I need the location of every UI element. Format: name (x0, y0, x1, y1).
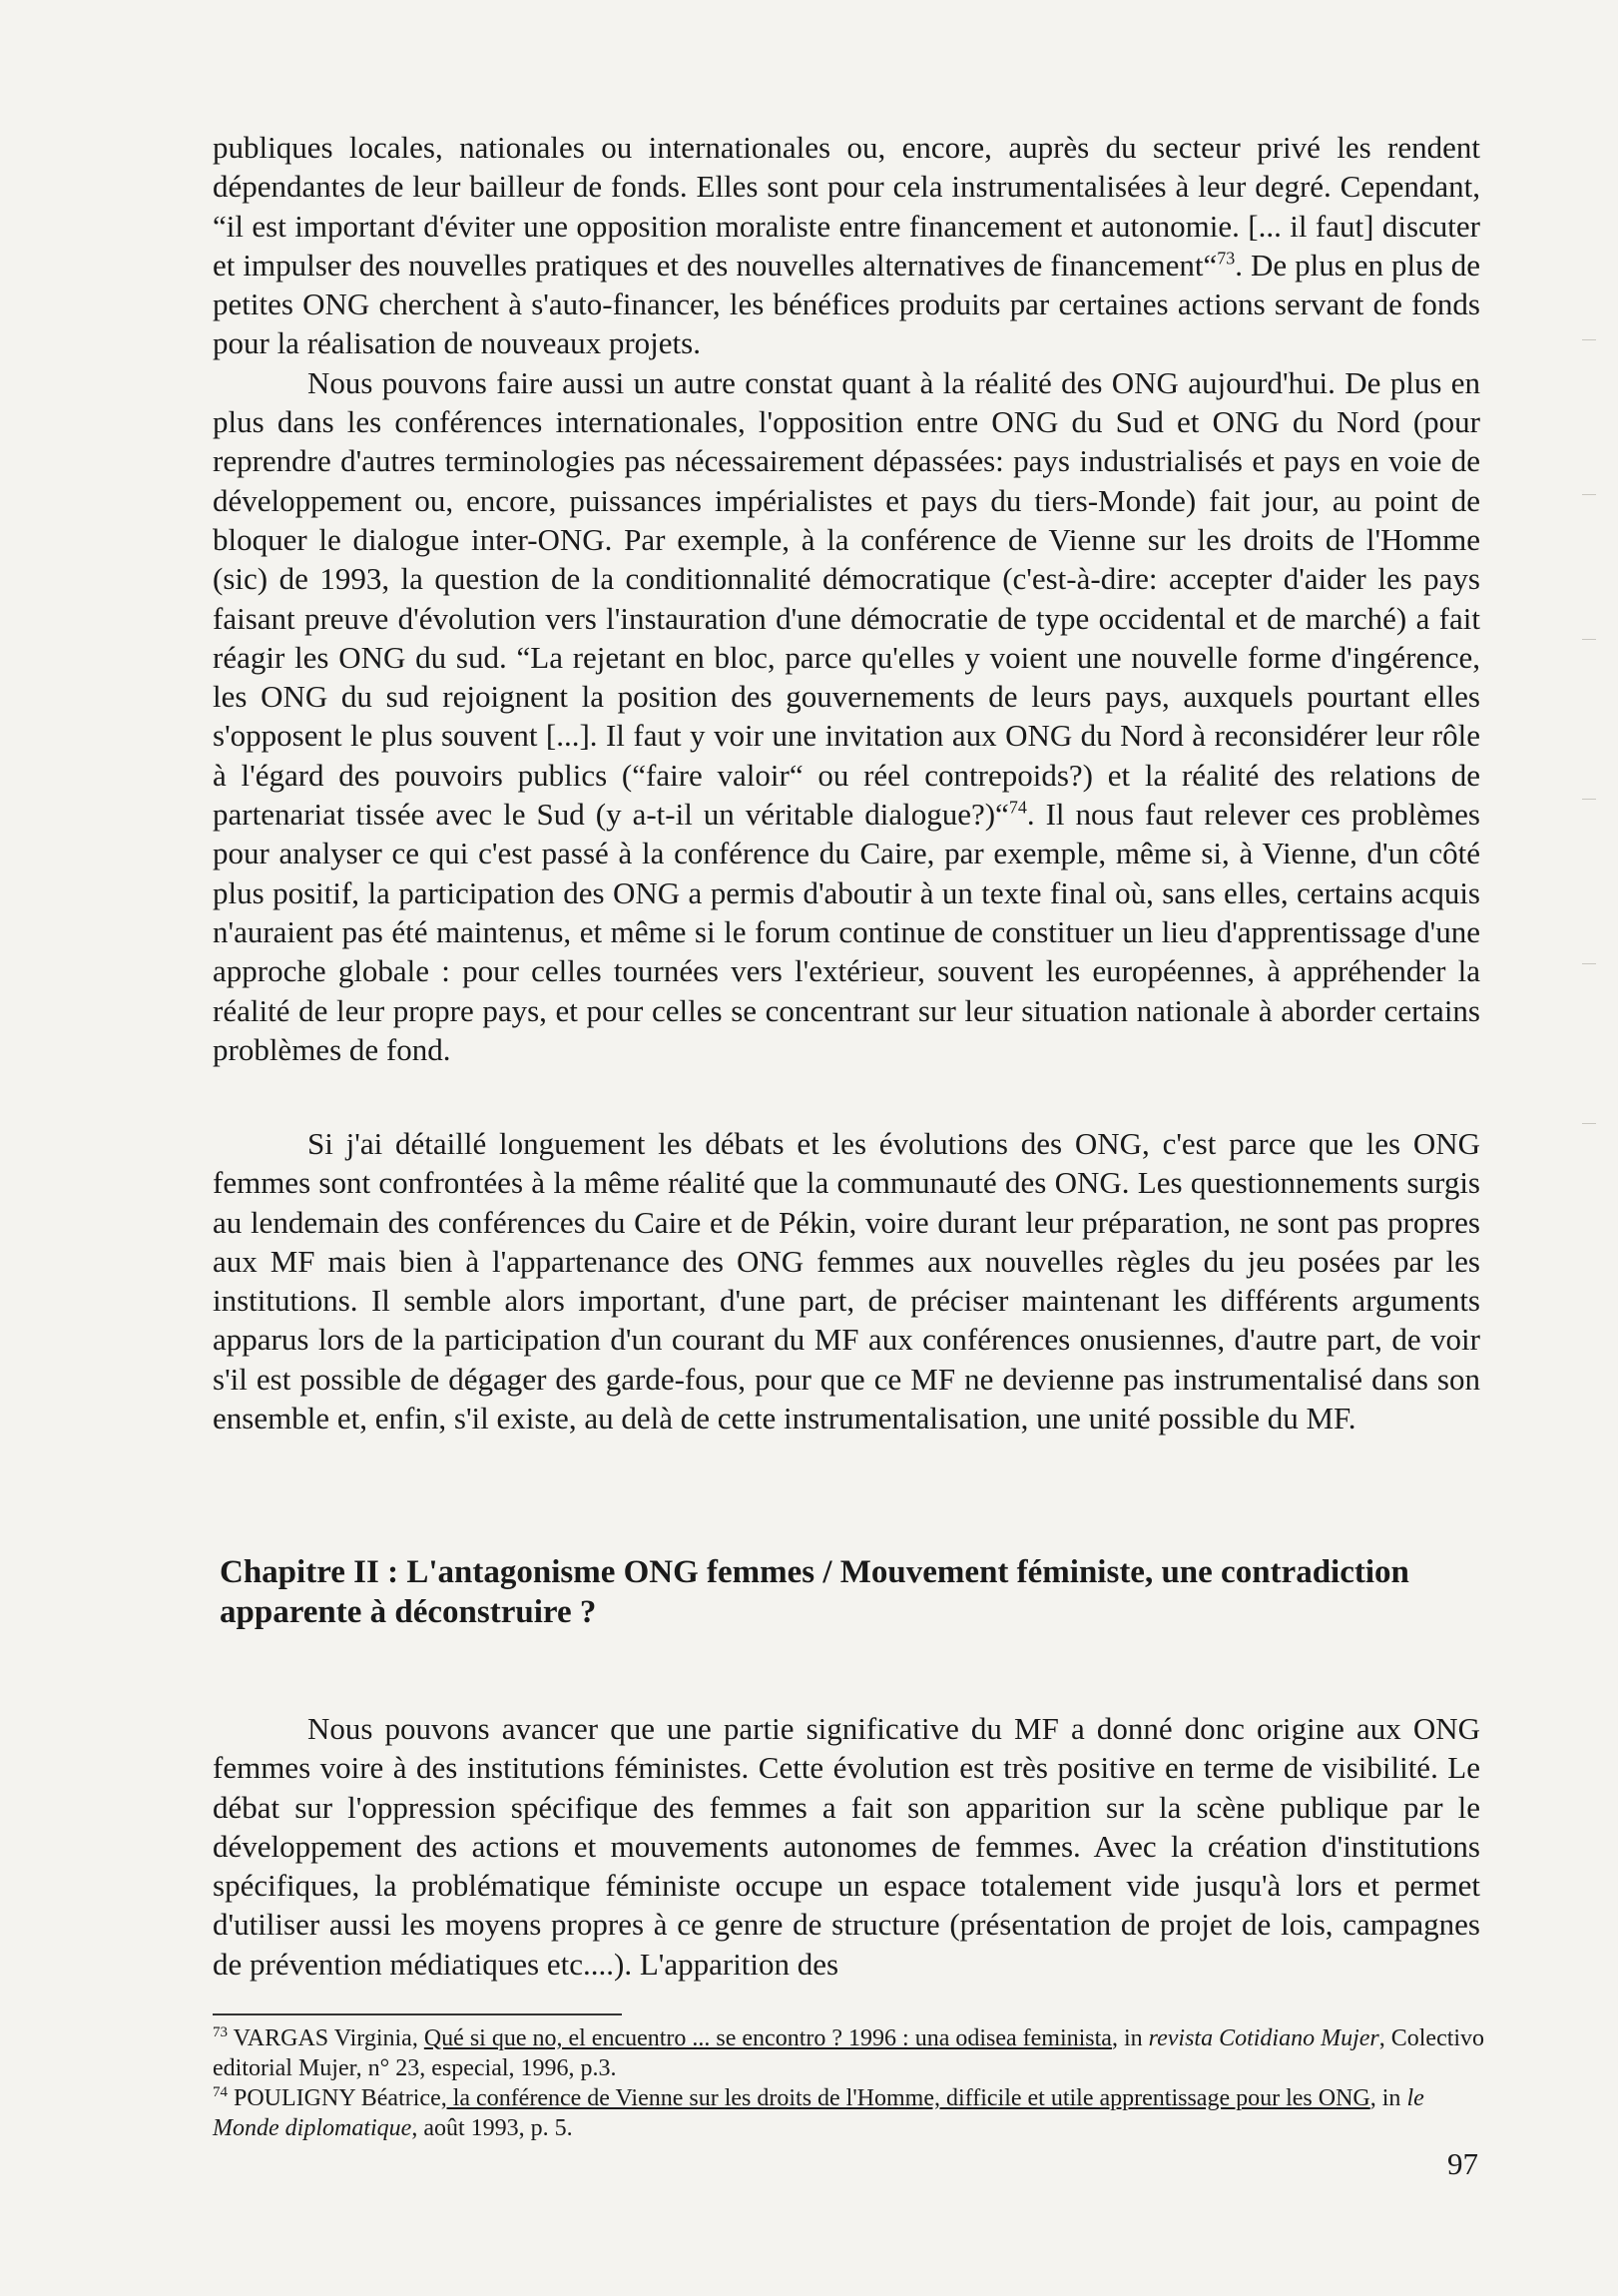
margin-tick (1582, 639, 1596, 640)
body-text-bottom (213, 1709, 1480, 1984)
body-text-middle (213, 1124, 1480, 1437)
paragraph-4: Nous pouvons avancer que une partie significative du MF a donné donc origine aux ONG femmes voire à des institutions féministes. Cette évolution est très positive en terme de visibilité. Le débat sur l'oppression spécifique des femmes a fait son apparition sur la scène publique par le développement des actions et mouvements autonomes de femmes. Avec la création d'institutions spécifiques, la problématique féministe occupe un espace totalement vide jusqu'à lors et permet d'utiliser aussi les moyens propres à ce genre de structure (présentation de projet de lois, campagnes de prévention médiatiques etc....). L'apparition des (213, 1711, 1480, 1982)
footnote-ref-73[interactable]: 73 (1217, 248, 1236, 269)
footnote-73: $^{73}$ VARGAS Virginia, Qué si que no, el encuentro ... se encontro ? 1996 : una odisea feminista, in revista Cotidiano Mujer, Colectivo editorial Mujer, n° 23, especial, 1996, p.3. (213, 2024, 1485, 2081)
paragraph-1: publiques locales, nationales ou internationales ou, encore, auprès du secteur privé les rendent dépendantes de leur bailleur de fonds. Elles sont pour cela instrumentalisées à leur degré. Cependant, “il est important d'éviter une opposition moraliste entre financement et autonomie. [... il faut] discuter et impulser des nouvelles pratiques et des nouvelles alternatives de financement“$^{73}$. De plus en plus de petites ONG cherchent à s'auto-financer, les bénéfices produits par certaines actions servant de fonds pour la réalisation de nouveaux projets. (213, 130, 1480, 361)
paragraph-3: Si j'ai détaillé longuement les débats et les évolutions des ONG, c'est parce que les ONG femmes sont confrontées à la même réalité que la communauté des ONG. Les questionnements surgis au lendemain des conférences du Caire et de Pékin, voire durant leur préparation, ne sont pas propres aux MF mais bien à l'appartenance des ONG femmes aux nouvelles règles du jeu posées par les institutions. Il semble alors important, d'une part, de préciser maintenant les différents arguments apparus lors de la participation d'un courant du MF aux conférences onusiennes, d'autre part, de voir s'il est possible de dégager des garde-fous, pour que ce MF ne devienne pas instrumentalisé dans son ensemble et, enfin, s'il existe, au delà de cette instrumentalisation, une unité possible du MF. (213, 1126, 1480, 1436)
footnote-separator (213, 2013, 622, 2015)
margin-tick (1582, 963, 1596, 964)
footnote-74: $^{74}$ POULIGNY Béatrice, la conférence de Vienne sur les droits de l'Homme, difficile et utile apprentissage pour les ONG, in le Monde diplomatique, août 1993, p. 5. (213, 2084, 1424, 2141)
margin-tick (1582, 494, 1596, 495)
body-text-top (213, 128, 1480, 1069)
footnotes (213, 2023, 1485, 2143)
paragraph-2: Nous pouvons faire aussi un autre constat quant à la réalité des ONG aujourd'hui. De plus en plus dans les conférences internationales, l'opposition entre ONG du Sud et ONG du Nord (pour reprendre d'autres terminologies pas nécessairement dépassées: pays industrialisés et pays en voie de développement ou, encore, puissances impérialistes et pays du tiers-Monde) fait jour, au point de bloquer le dialogue inter-ONG. Par exemple, à la conférence de Vienne sur les droits de l'Homme (sic) de 1993, la question de la conditionnalité démocratique (c'est-à-dire: accepter d'aider les pays faisant preuve d'évolution vers l'instauration d'une démocratie de type occidental et de marché) a fait réagir les ONG du sud. “La rejetant en bloc, parce qu'elles y voient une nouvelle forme d'ingérence, les ONG du sud rejoignent la position des gouvernements de leurs pays, auxquels pourtant elles s'opposent le plus souvent [...]. Il faut y voir une invitation aux ONG du Nord à reconsidérer leur rôle à l'égard des pouvoirs publics (“faire valoir“ ou réel contrepoids?) et la réalité des relations de partenariat tissée avec le Sud (y a-t-il un véritable dialogue?)“$^{74}$. Il nous faut relever ces problèmes pour analyser ce qui c'est passé à la conférence du Caire, par exemple, même si, à Vienne, d'un côté plus positif, la participation des ONG a permis d'aboutir à un texte final où, sans elles, certains acquis n'auraient pas été maintenus, et même si le forum continue de constituer un lieu d'apprentissage d'une approche globale : pour celles tournées vers l'extérieur, souvent les européennes, à appréhender la réalité de leur propre pays, et pour celles se concentrant sur leur situation nationale à aborder certains problèmes de fond. (213, 364, 1480, 1067)
chapter-heading: Chapitre II : L'antagonisme ONG femmes / Mouvement féministe, une contradiction apparente à déconstruire ? (220, 1554, 1409, 1630)
page-number: 97 (1447, 2146, 1478, 2181)
margin-tick (1582, 339, 1596, 340)
margin-tick (1582, 1123, 1596, 1124)
footnote-ref-74[interactable]: 74 (1008, 797, 1027, 818)
margin-tick (1582, 799, 1596, 800)
